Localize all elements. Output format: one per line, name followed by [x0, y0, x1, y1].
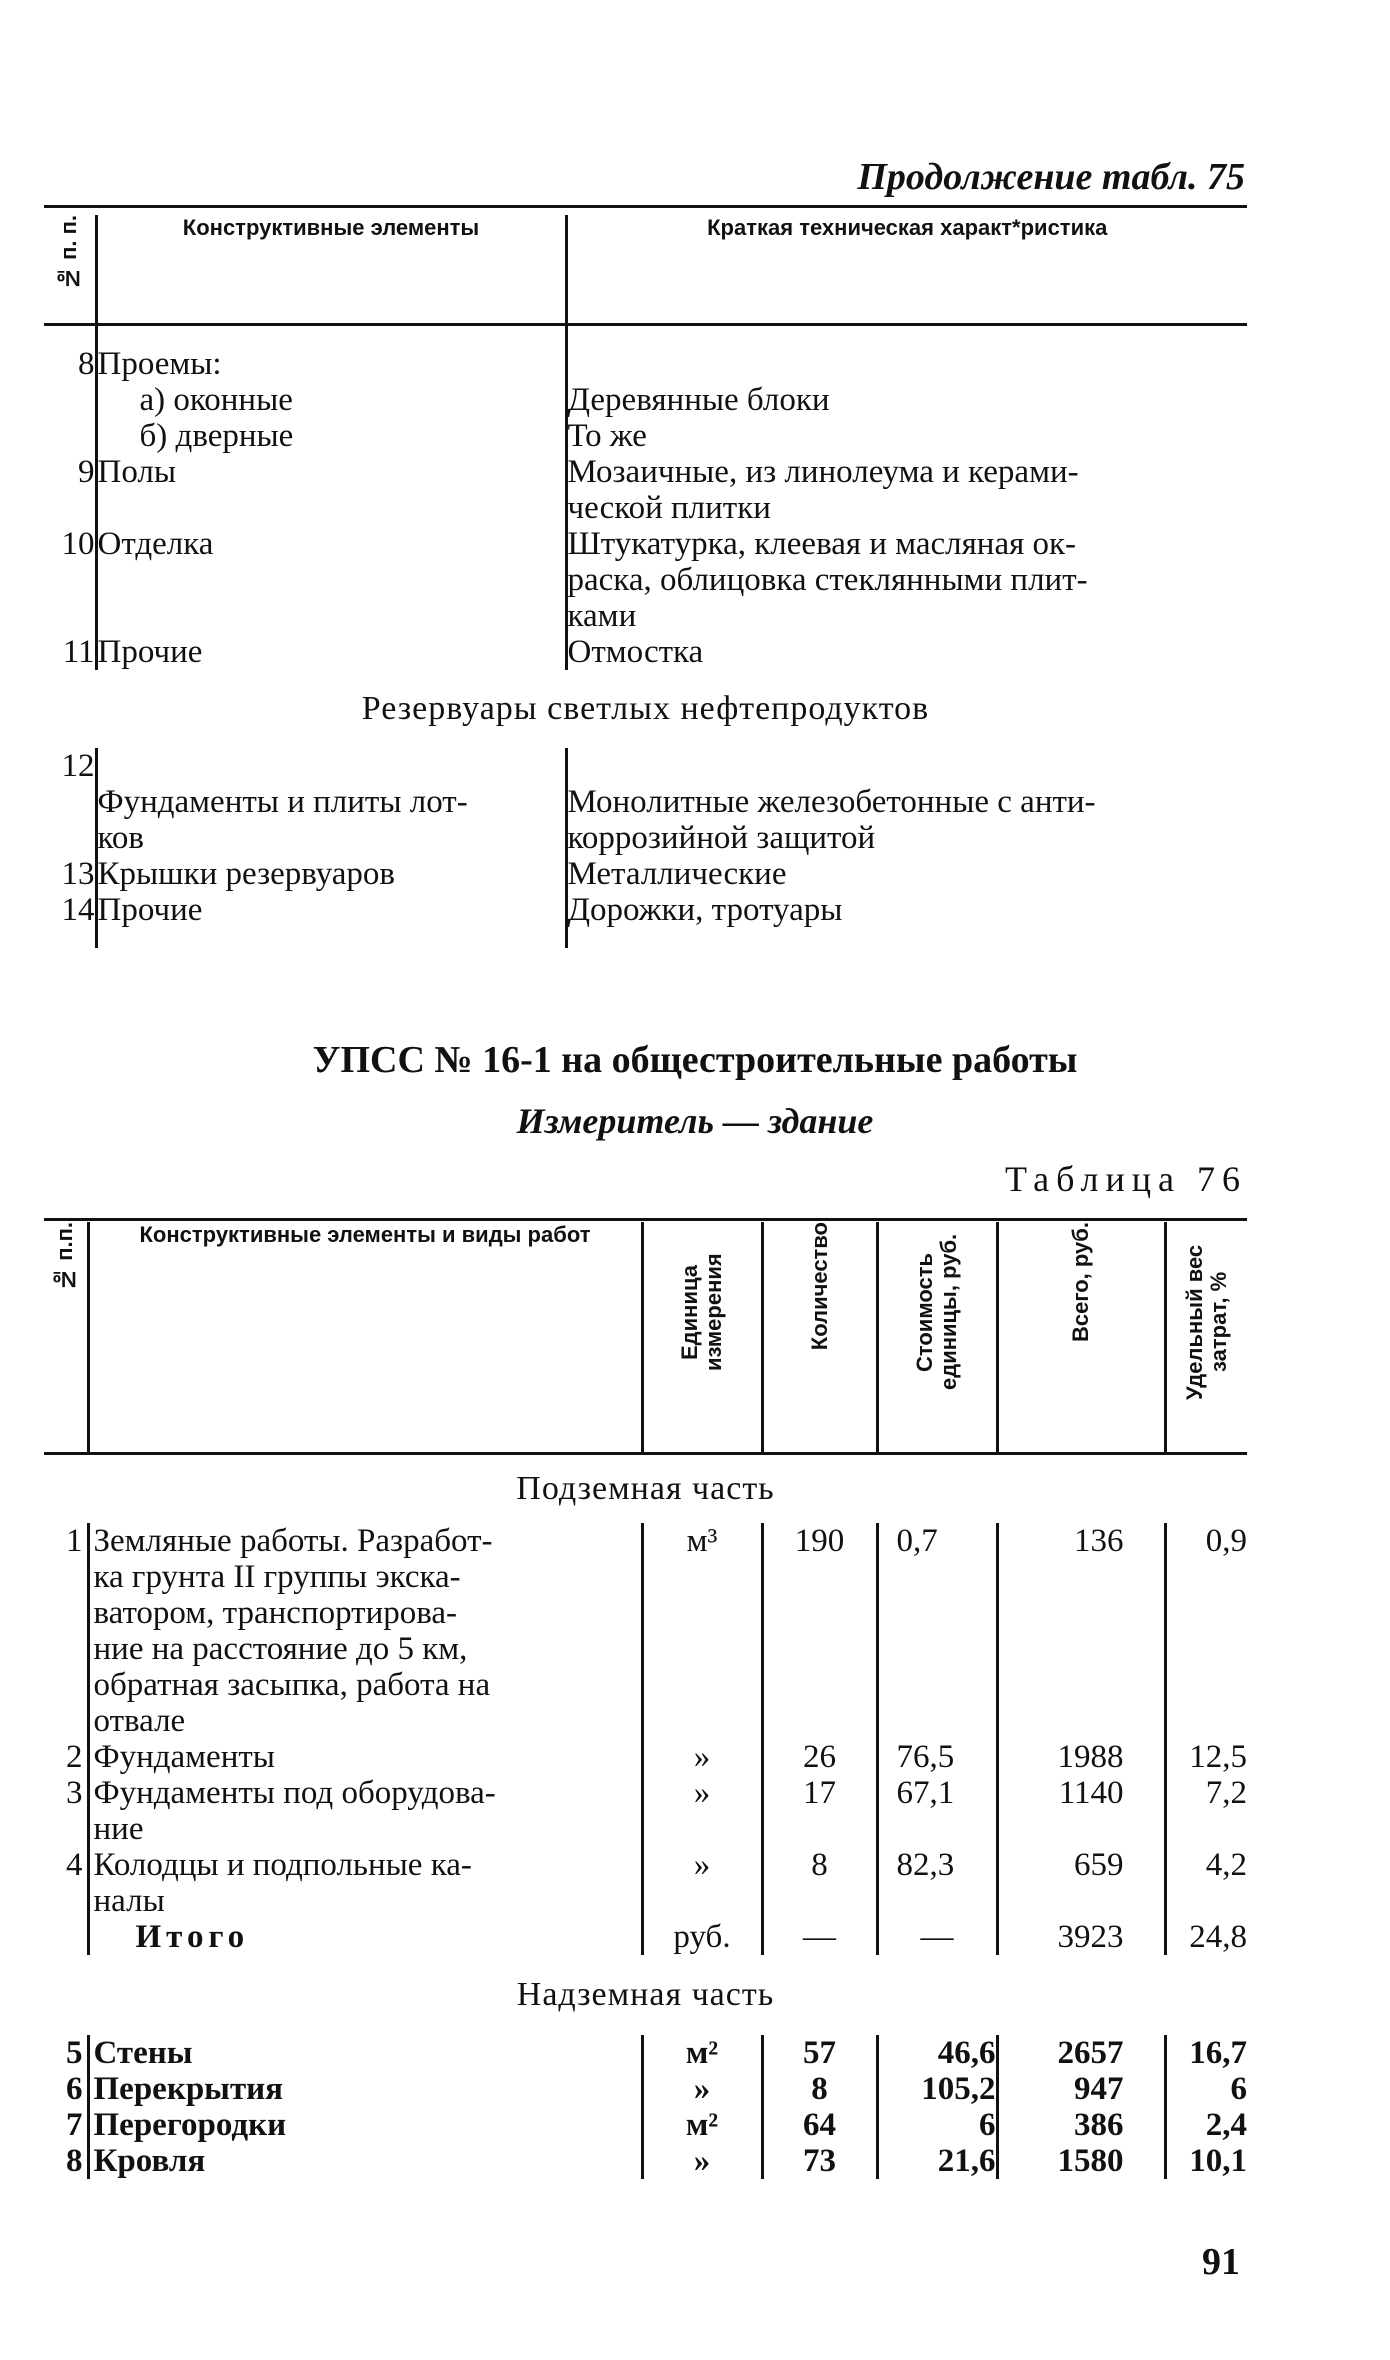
document-title: УПСС № 16-1 на общестроительные работы [312, 1039, 1078, 1081]
table-row: ческой плитки [44, 490, 1247, 526]
table-row: 13 Крышки резервуаров Металлические [44, 856, 1247, 892]
table-76-top-rule [44, 1218, 1247, 1221]
header-share: Удельный вес затрат, % [1165, 1222, 1247, 1452]
header-total: Всего, руб. [997, 1222, 1165, 1452]
section-title-above-ground: Надземная часть [516, 1976, 775, 2013]
section-title-reservoirs: Резервуары светлых нефтепродуктов [361, 690, 930, 727]
table-row: 8 Кровля » 73 21,6 1580 10,1 [66, 2143, 1247, 2179]
table-76-header [44, 1222, 1247, 1452]
table-75-header [44, 215, 1247, 323]
table-row: 4 Колодцы и подпольные ка- налы » 8 82,3 659 4,2 [66, 1847, 1247, 1919]
table-row-total: Итого руб. — — 3923 24,8 [44, 1919, 1247, 1955]
table-76 [44, 1222, 1247, 2179]
table-row: 3 Фундаменты под оборудова- ние » 17 67,1 1140 7,2 [66, 1775, 1247, 1847]
table-row: ками [44, 598, 1247, 634]
table-row: 11 Прочие Отмостка [44, 634, 1247, 670]
table-row: 6 Перекрытия » 8 105,2 947 6 [66, 2071, 1247, 2107]
page-number: 91 [1202, 2241, 1240, 2283]
table-row: 8 Проемы: [44, 346, 1247, 382]
document-subtitle: Измеритель — здание [516, 1101, 874, 1141]
table-row: Фундаменты и плиты лот- Монолитные железобетонные с анти- [44, 784, 1247, 820]
header-num: № п. п. [56, 215, 82, 292]
table-row: 1 Земляные работы. Разработ- ка грунта II группы экска- ватором, транспортирова- ние на расстояние до 5 км, обратная засыпка, работа на отвале м³ 190 0,7 136 0,9 [66, 1523, 1247, 1739]
table-row: раска, облицовка стеклянными плит- [44, 562, 1247, 598]
table-row: а) оконные Деревянные блоки [44, 382, 1247, 418]
table-row: 2 Фундаменты » 26 76,5 1988 12,5 [66, 1739, 1247, 1775]
top-rule [44, 205, 1247, 208]
header-unit-cost: Стоимость единицы, руб. [877, 1222, 997, 1452]
table-row: 10 Отделка Штукатурка, клеевая и масляная ок- [44, 526, 1247, 562]
table-row: 14 Прочие Дорожки, тротуары [44, 892, 1247, 928]
table-75 [44, 215, 1247, 948]
table-row: 5 Стены м² 57 46,6 2657 16,7 [66, 2035, 1247, 2071]
table-row: 7 Перегородки м² 64 6 386 2,4 [66, 2107, 1247, 2143]
section-title-underground: Подземная часть [516, 1470, 775, 1507]
table-row: 12 [44, 748, 1247, 784]
table-label: Таблица 76 [1005, 1159, 1247, 1199]
header-elements: Конструктивные элементы и виды работ [88, 1222, 642, 1452]
continuation-caption: Продолжение табл. 75 [857, 156, 1245, 198]
header-unit: Единица измерения [642, 1222, 762, 1452]
header-num: № п.п. [52, 1222, 78, 1292]
table-row: 9 Полы Мозаичные, из линолеума и керами- [44, 454, 1247, 490]
header-qty: Количество [762, 1222, 877, 1452]
header-characteristic: Краткая техническая характ*ристика [566, 215, 1247, 323]
table-row: ков коррозийной защитой [44, 820, 1247, 856]
header-elements: Конструктивные элементы [96, 215, 566, 323]
table-row: б) дверные То же [44, 418, 1247, 454]
